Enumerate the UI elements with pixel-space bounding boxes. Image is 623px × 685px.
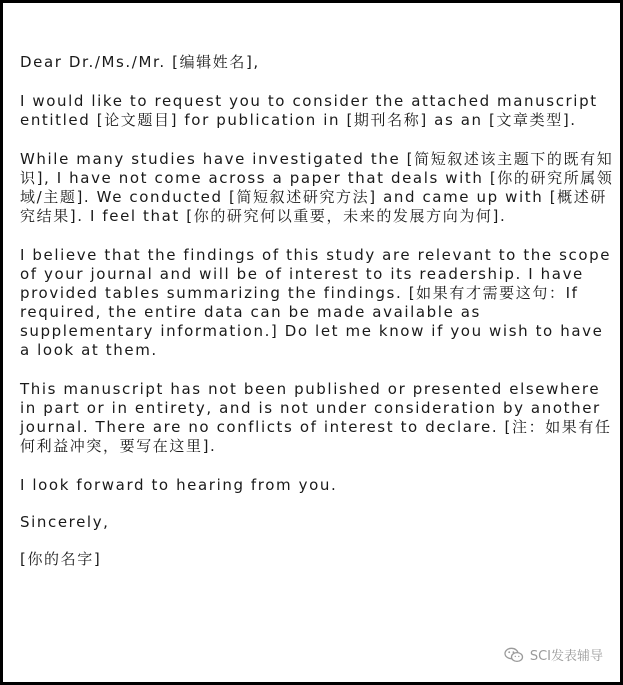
cover-letter — [20, 53, 614, 589]
signature: [你的名字] — [20, 550, 102, 568]
paragraph-relevance: I believe that the findings of this study are relevant to the scope of your journal and will be of interest to its readership. I have provided tables summarizing the findings. [如果有才需要这句：If required, the entire data can be made available as supplementary information.] Do let me know if you wish to have a look at them. — [20, 246, 612, 359]
paragraph-background: While many studies have investigated the [简短叙述该主题下的既有知识], I have not come across a paper that deals with [你的研究所属领域/主题]. We conducted [简短叙述研究方法] and came up with [概述研究结果]. I feel that [你的研究何以重要，未来的发展方向为何]. — [20, 150, 614, 225]
watermark-text: SCI发表辅导 — [529, 649, 603, 664]
sign-off: Sincerely, — [20, 513, 110, 531]
paragraph-request: I would like to request you to consider the attached manuscript entitled [论文题目] for publication in [期刊名称] as an [文章类型]. — [20, 92, 598, 129]
closing-line: I look forward to hearing from you. — [20, 476, 338, 494]
wechat-icon — [504, 647, 524, 663]
watermark — [504, 645, 603, 664]
paragraph-declaration: This manuscript has not been published or presented elsewhere in part or in entirety, and is not under consideration by another journal. There are no conflicts of interest to declare. [注：如果有任何利益冲突，要写在这里]. — [20, 380, 612, 455]
salutation: Dear Dr./Ms./Mr. [编辑姓名], — [20, 53, 260, 71]
